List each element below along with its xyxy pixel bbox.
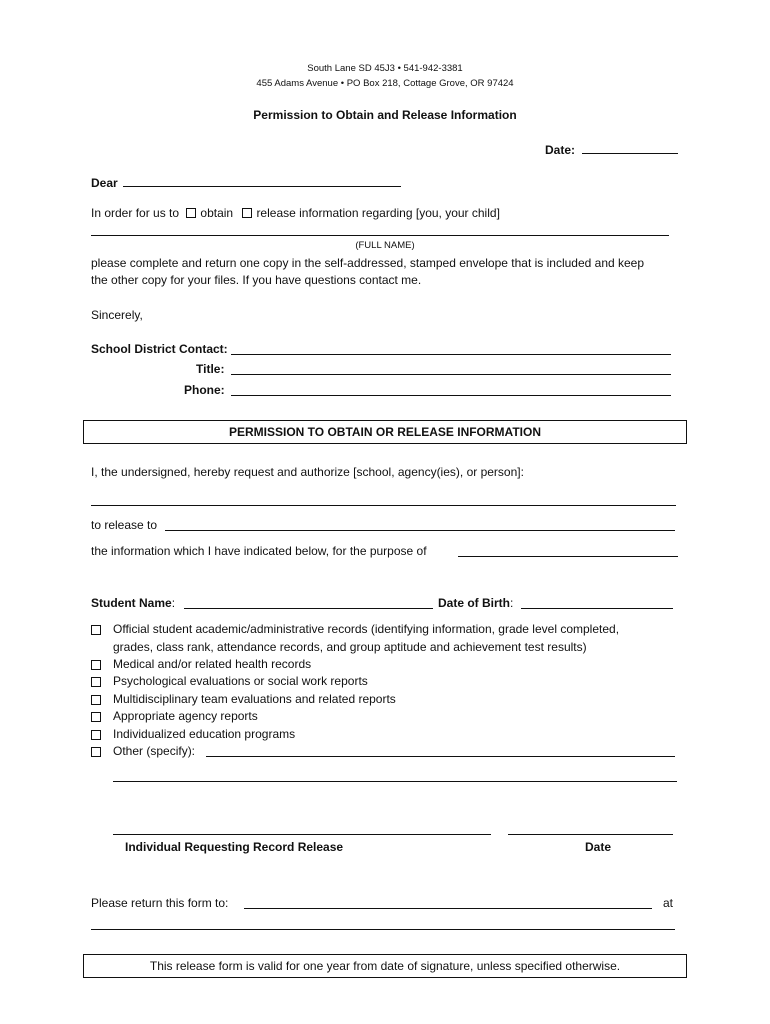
record-label: Other (specify): xyxy=(113,744,196,758)
signature-label: Individual Requesting Record Release xyxy=(125,840,344,854)
return-label: Please return this form to: xyxy=(91,896,229,910)
dear-label: Dear xyxy=(91,176,118,190)
return-to-field[interactable] xyxy=(244,908,652,909)
record-checkbox[interactable] xyxy=(91,677,101,687)
other-specify-field[interactable] xyxy=(206,756,675,757)
student-name-field[interactable] xyxy=(184,608,433,609)
record-label: Psychological evaluations or social work reports xyxy=(113,674,368,688)
record-label: Official student academic/administrative records (identifying information, grade level completed, xyxy=(113,622,620,636)
intro-row xyxy=(91,206,500,220)
body-line-1: please complete and return one copy in the self-addressed, stamped envelope that is included and keep xyxy=(91,256,645,270)
record-label: Medical and/or related health records xyxy=(113,657,312,671)
record-checkbox[interactable] xyxy=(91,660,101,670)
signature-date-label: Date xyxy=(585,840,612,854)
record-checkbox[interactable] xyxy=(91,712,101,722)
full-name-field[interactable] xyxy=(91,235,669,236)
contact-phone-label: Phone: xyxy=(184,383,225,397)
dob-field[interactable] xyxy=(521,608,673,609)
record-label: Appropriate agency reports xyxy=(113,709,258,723)
record-label: Multidisciplinary team evaluations and related reports xyxy=(113,692,396,706)
authorize-text: I, the undersigned, hereby request and authorize [school, agency(ies), or person]: xyxy=(91,465,524,479)
record-checkbox[interactable] xyxy=(91,625,101,635)
dob-colon: : xyxy=(510,596,514,610)
district-contact-label: School District Contact: xyxy=(91,342,228,356)
dob-label: Date of Birth xyxy=(438,596,510,610)
intro-prefix: In order for us to xyxy=(91,206,180,220)
record-label: Individualized education programs xyxy=(113,727,296,741)
body-line-2: the other copy for your files. If you have questions contact me. xyxy=(91,273,422,287)
return-at-label: at xyxy=(663,896,674,910)
return-address-field[interactable] xyxy=(91,929,675,930)
purpose-field[interactable] xyxy=(458,556,678,557)
contact-title-label: Title: xyxy=(196,362,225,376)
purpose-label: the information which I have indicated below, for the purpose of xyxy=(91,544,427,558)
dob-row xyxy=(438,596,513,610)
student-name-row xyxy=(91,596,175,610)
section-heading: PERMISSION TO OBTAIN OR RELEASE INFORMATION xyxy=(83,420,687,444)
dear-name-field[interactable] xyxy=(123,174,401,187)
contact-phone-field[interactable] xyxy=(231,395,671,396)
date-field[interactable] xyxy=(582,141,678,154)
validity-note: This release form is valid for one year from date of signature, unless specified otherwise. xyxy=(83,954,687,978)
obtain-checkbox[interactable] xyxy=(186,208,196,218)
release-to-label: to release to xyxy=(91,518,158,532)
student-name-label: Student Name xyxy=(91,596,172,610)
release-label: release information regarding [you, your child] xyxy=(256,206,500,220)
dear-row xyxy=(91,174,401,190)
date-row xyxy=(545,141,678,157)
record-checkbox[interactable] xyxy=(91,747,101,757)
contact-title-field[interactable] xyxy=(231,374,671,375)
district-contact-field[interactable] xyxy=(231,354,671,355)
page-title: Permission to Obtain and Release Information xyxy=(253,108,517,122)
authorize-party-field[interactable] xyxy=(91,505,676,506)
sincerely-text: Sincerely, xyxy=(91,308,143,322)
signature-field[interactable] xyxy=(113,834,491,835)
release-to-field[interactable] xyxy=(165,530,675,531)
district-address: 455 Adams Avenue • PO Box 218, Cottage Grove, OR 97424 xyxy=(256,78,514,89)
signature-date-field[interactable] xyxy=(508,834,673,835)
other-specify-field-2[interactable] xyxy=(113,781,677,782)
release-checkbox[interactable] xyxy=(242,208,252,218)
full-name-caption: (FULL NAME) xyxy=(355,240,415,251)
record-continuation: grades, class rank, attendance records, and group aptitude and achievement test results) xyxy=(113,640,587,654)
record-checkbox[interactable] xyxy=(91,695,101,705)
district-contact-row xyxy=(91,342,228,356)
district-name-phone: South Lane SD 45J3 • 541-942-3381 xyxy=(307,63,463,74)
student-name-colon: : xyxy=(171,596,176,610)
obtain-label: obtain xyxy=(200,206,234,220)
record-checkbox[interactable] xyxy=(91,730,101,740)
date-label: Date: xyxy=(545,143,576,157)
